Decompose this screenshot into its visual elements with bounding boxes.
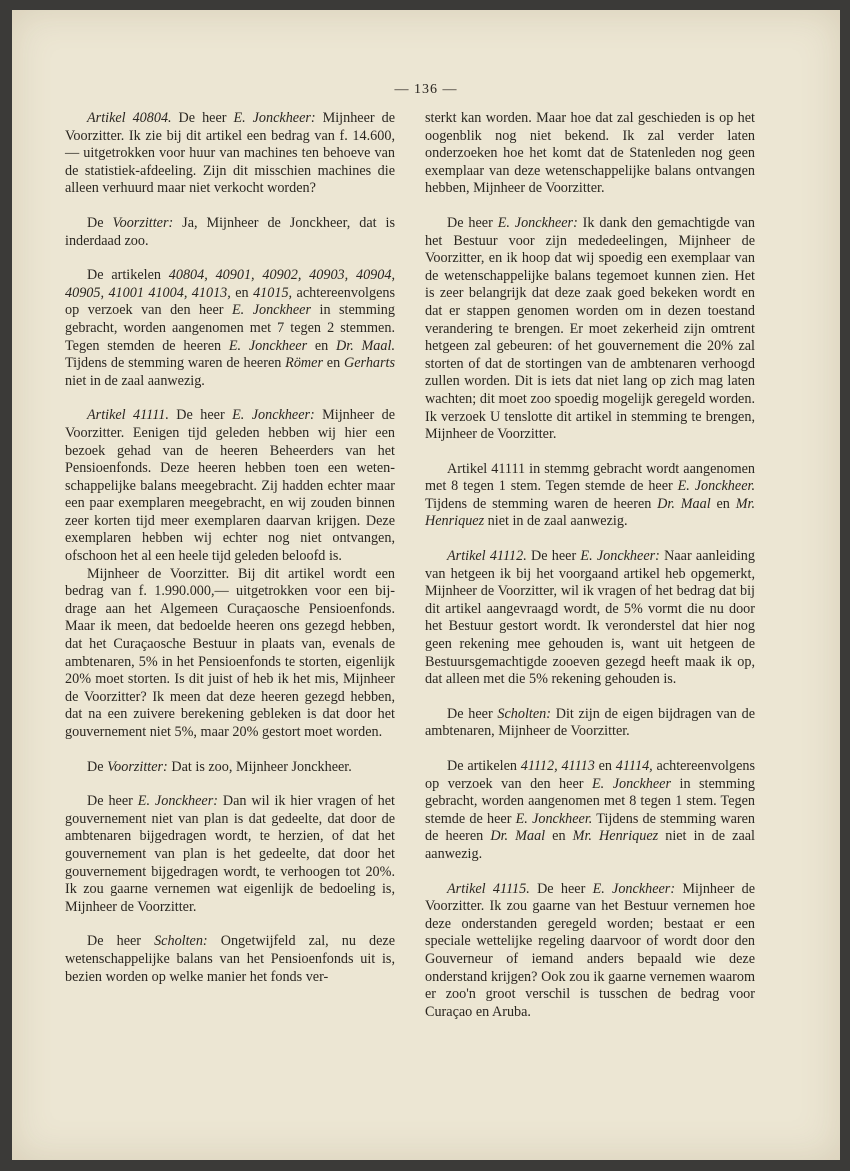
text-run: De heer: [87, 933, 155, 950]
text-run: De heer: [526, 548, 581, 565]
text-run: De heer: [171, 110, 234, 126]
paragraph-l6: [65, 759, 395, 777]
text-run: Dat is zoo, Mijnheer Jonckheer.: [167, 758, 352, 775]
italic-text: E. Jonckheer.: [515, 810, 593, 827]
text-run: en: [710, 495, 736, 512]
paragraph-r7: [425, 881, 755, 1022]
italic-text: Römer: [285, 355, 323, 372]
text-run: Artikel 41111 in stemmg gebracht wordt aangenomen met 8 tegen 1 stem. Tegen stemde de heer: [425, 460, 755, 495]
text-run: Dit zijn de eigen bijdragen van de ambtenaren, Mijnheer de Voorzitter.: [425, 705, 755, 740]
italic-text: Artikel 40804.: [87, 110, 172, 126]
text-run: niet in de zaal aanwezig.: [65, 372, 205, 389]
text-run: in stemming gebracht, worden aangenomen met 8 tegen 1 stem. Tegen stemde de heer: [425, 775, 755, 827]
italic-text: Gerharts: [344, 355, 395, 372]
italic-text: E. Jonckheer: [228, 337, 308, 354]
right-column: [425, 110, 755, 1038]
text-run: niet in de zaal aanwezig.: [484, 513, 628, 530]
text-run: De heer: [447, 214, 498, 231]
text-run: Ja, Mijnheer de Jonckheer, dat is inderdaad zoo.: [65, 214, 396, 249]
text-run: De: [87, 758, 108, 775]
italic-text: 41112, 41113: [520, 758, 595, 774]
text-run: De artikelen: [447, 758, 521, 774]
italic-text: E. Jonckheer.: [677, 478, 755, 495]
text-run: Mijnheer de Voorzitter. Bij dit artikel wordt een bedrag van f. 1.990.000,— uitgetrokken voor een bijdrage aan het Algemeen Curaçaosche Pensioenfonds. Maar ik meen, dat bedoelde heeren ons gezegd hebben, dat het Curaçaosche Bestuur in plaats van, evenals de ambtenaren, 5% in het Pensioenfonds te storten, eigenlijk 20% moet storten. Is dit juist of heb ik het mis, Mijnheer de Voorzitter? Ik meen dat deze heeren gezegd hebben, dat na een zuivere berekening gebleken is dat door het gouvernement niet 5%, maar 20% gestort moet worden.: [65, 565, 395, 740]
italic-text: Artikel 41112.: [447, 548, 527, 565]
text-run: en: [594, 758, 616, 774]
italic-text: Artikel 41115.: [447, 880, 530, 897]
text-run: in stemming gebracht, worden aangenomen met 7 tegen 2 stemmen. Tegen stemden de heeren: [65, 302, 395, 354]
text-run: De heer: [529, 880, 593, 897]
text-run: De heer: [447, 705, 498, 722]
text-run: Mijnheer de Voorzitter. Ik zou gaarne van het Bestuur vernemen hoe deze onderstanden geregeld worden; bestaat er een speciale wettelijke regeling daarvoor of wordt door den Gouverneur of iemand anders bepaald wie deze onderstand krijgen? Ook zou ik gaarne vernemen waarom er zoo'n groot verschil is tusschen de bedrag voor Curaçao en Aruba.: [425, 880, 755, 1020]
text-run: De heer: [87, 793, 138, 810]
text-run: Mijnheer de Voorzitter. Ik zie bij dit artikel een bedrag van f. 14.600,— uitgetrokken voor huur van machines ten behoeve van de statistiek-afdeeling. Zijn dit misschien machines die alleen verhuurd maar niet verkocht worden?: [65, 110, 395, 197]
text-run: Tijdens de stemming waren de heeren: [65, 355, 286, 372]
paragraph-l7: [65, 793, 395, 916]
text-run: Naar aanleiding van hetgeen ik bij het voorgaand artikel heb opgemerkt, Mijnheer de Voorzitter, wil ik vragen of het bedrag dat bij dit artikel aangevraagd wordt, de 5% vormt die nu door het Bestuur gestort wordt. Ik veronderstel dat hier nog geen rekening mee gehouden is, want uit hetgeen de Bestuursgemachtigde zooeven gezegd heeft maak ik op, dat alleen met die 5% rekening gehouden is.: [425, 548, 755, 688]
paragraph-l2: [65, 215, 395, 250]
paragraph-r2: [425, 215, 755, 444]
paragraph-l4: [65, 407, 395, 565]
paragraph-l3: [65, 267, 395, 390]
paragraph-l5: [65, 566, 395, 742]
italic-text: E. Jonckheer:: [233, 110, 316, 126]
paragraph-r6: [425, 758, 755, 864]
italic-text: E. Jonckheer:: [137, 793, 218, 810]
italic-text: E. Jonckheer:: [497, 214, 578, 231]
italic-text: Voorzitter:: [107, 758, 168, 775]
text-run: sterkt kan worden. Maar hoe dat zal geschieden is op het oogenblik nog niet bekend. Ik zal verder laten onderzoeken hoe het komt dat de Statenleden nog geen exemplaar van deze wetenschappelijke balans ontvangen hebben, Mijnheer de Voorzitter.: [425, 110, 755, 197]
text-run: Ongetwijfeld zal, nu deze wetenschappelijke balans van het Pensioenfonds uit is, bezien worden op welke manier het fonds ver-: [65, 933, 395, 985]
text-run: en: [307, 337, 337, 354]
text-run: en: [230, 284, 254, 301]
italic-text: E. Jonckheer:: [592, 880, 676, 897]
paragraph-r1: [425, 110, 755, 198]
text-run: Mijnheer de Voorzitter. Eenigen tijd geleden hebben wij hier een bezoek gehad van de heeren Beheerders van het Pensioenfonds. Deze heeren hebben toen een wetenschappelijke balans meegebracht. Zij hadden echter maar een paar exemplaren meegebracht, en wij zouden binnen zeer korten tijd meer exemplaren daarvan krijgen. Deze exemplaren hebben wij echter nog niet ontvangen, ofschoon het al een heele tijd geleden beloofd is.: [65, 407, 395, 565]
text-run: De heer: [168, 407, 233, 424]
italic-text: E. Jonckheer:: [580, 548, 660, 565]
paragraph-l1: [65, 110, 395, 198]
document-page: [12, 10, 840, 1160]
italic-text: E. Jonckheer: [231, 302, 311, 319]
text-run: Dan wil ik hier vragen of het gouvernement niet van plan is dat gedeelte, dat door de ambtenaren bijgedragen wordt, te herzien, of dat het gouvernement van plan is het gedeelte, dat door het gouvernement bijgedragen wordt, te verhoogen tot 20%. Ik zou gaarne vernemen wat eigenlijk de bedoeling is, Mijnheer de Voorzitter.: [65, 793, 395, 915]
italic-text: Artikel 41111.: [87, 407, 169, 424]
text-run: niet in de zaal aanwezig.: [425, 828, 755, 862]
text-run: achtereenvolgens op verzoek van den heer: [425, 758, 755, 792]
paragraph-r5: [425, 706, 755, 741]
italic-text: 41114,: [615, 758, 653, 774]
text-run: De: [87, 214, 113, 231]
italic-text: 40804, 40901, 40902, 40903, 40904, 40905, 41001 41004, 41013,: [65, 267, 396, 301]
text-run: en: [545, 828, 573, 845]
text-run: De artikelen: [87, 267, 169, 284]
italic-text: E. Jonckheer: [591, 775, 671, 792]
italic-text: Mr. Henriquez: [425, 495, 756, 530]
italic-text: Dr. Maal: [657, 495, 711, 512]
italic-text: Dr. Maal: [490, 828, 546, 845]
italic-text: Dr. Maal.: [336, 337, 395, 354]
text-run: en: [322, 355, 345, 372]
page-number: — 136 —: [394, 82, 458, 97]
text-run: Tijdens de stemming waren de heeren: [425, 495, 658, 512]
paragraph-l8: [65, 933, 395, 986]
italic-text: Scholten:: [497, 705, 551, 722]
text-run: achtereenvolgens op verzoek van den heer: [65, 284, 395, 319]
paragraph-r3: [425, 461, 755, 531]
italic-text: Mr. Henriquez: [572, 828, 659, 845]
italic-text: Voorzitter:: [112, 214, 174, 231]
italic-text: E. Jonckheer:: [232, 407, 315, 424]
text-run: Tijdens de stemming waren de heeren: [425, 810, 755, 845]
italic-text: Scholten:: [154, 933, 208, 950]
italic-text: 41015,: [253, 284, 293, 301]
text-run: Ik dank den gemachtigde van het Bestuur voor zijn mededeelingen, Mijnheer de Voorzitter, en ik hoop dat wij spoedig een exemplaar van de wetenschappelijke balans tegemoet kunnen zien. Het is zeer belangrijk dat deze zaak goed bekeken wordt en dat er stappen genomen worden om in dezen toestand verandering te brengen. Er moet zekerheid zijn omtrent hetgeen zal gebeuren: of het gouvernement die 20% zal storten of dat de stortingen van de ambtenaren verhoogd zullen worden. Dit is iets dat niet lang op zich mag laten wachten; dit moet zoo spoedig mogelijk geregeld worden. Ik verzoek U tenslotte dit artikel in stemming te brengen, Mijnheer de Voorzitter.: [425, 214, 755, 443]
left-column: [65, 110, 395, 1003]
paragraph-r4: [425, 548, 755, 689]
